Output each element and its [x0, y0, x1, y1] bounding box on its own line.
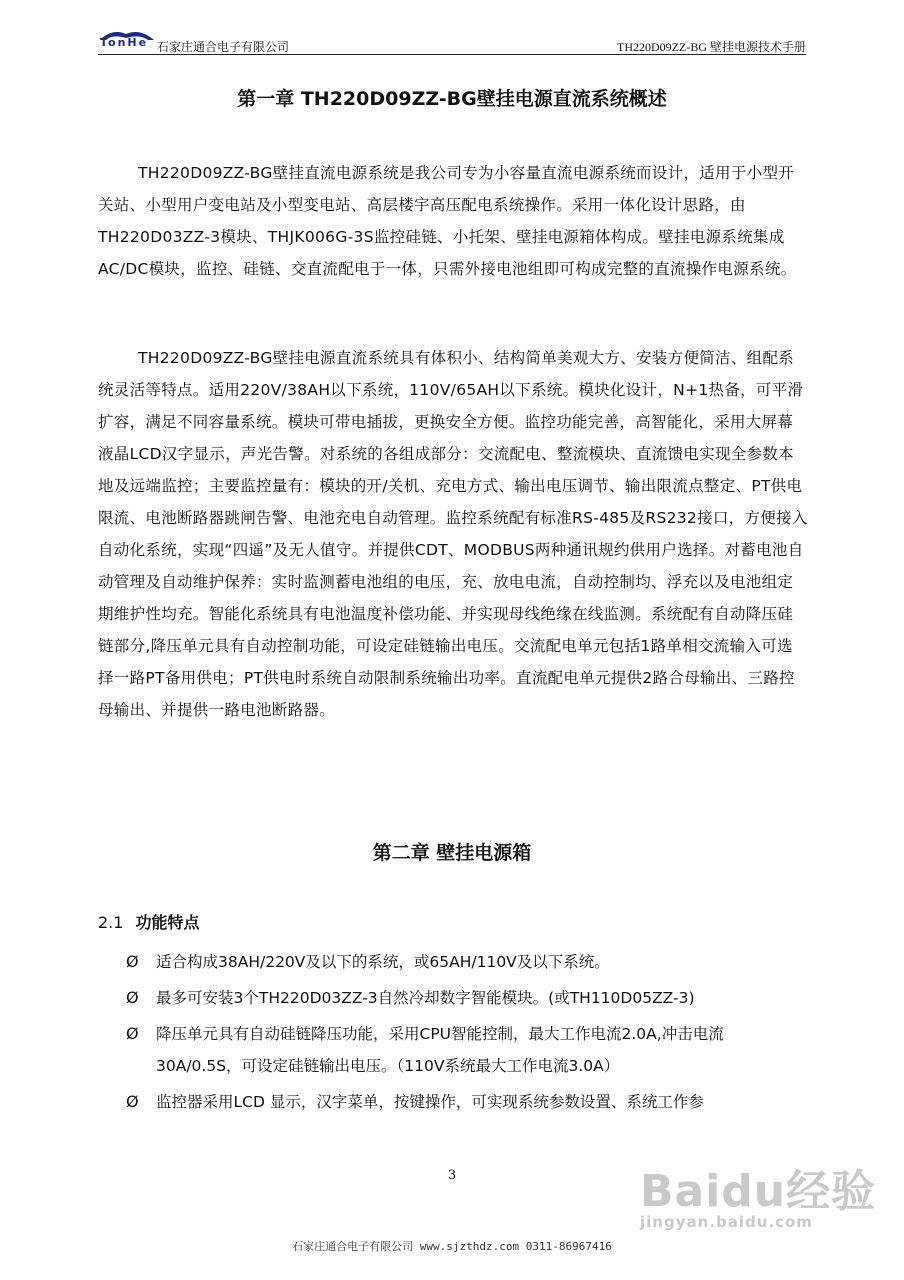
bullet-icon: Ø	[126, 988, 139, 1007]
list-item	[128, 982, 808, 1014]
header-manual-title: TH220D09ZZ-BG 壁挂电源技术手册	[617, 40, 806, 54]
list-item-text: 监控器采用LCD 显示，汉字菜单，按键操作，可实现系统参数设置、系统工作参	[156, 1093, 704, 1111]
list-item-text: 适合构成38AH/220V及以下的系统，或65AH/110V及以下系统。	[156, 953, 610, 971]
page-header	[98, 28, 806, 55]
list-item	[128, 1018, 808, 1082]
section-title: 功能特点	[135, 913, 200, 932]
page-footer: 石家庄通合电子有限公司 www.sjzthdz.com 0311-86967416	[292, 1240, 612, 1253]
chapter-2-title: 第二章 壁挂电源箱	[372, 842, 532, 864]
section-heading	[98, 910, 199, 933]
chapter-1-paragraph-2: TH220D09ZZ-BG壁挂电源直流系统具有体积小、结构简单美观大方、安装方便简洁、组配系统灵活等特点。适用220V/38AH以下系统，110V/65AH以下系统。模块化设计，N+1热备，可平滑扩容，满足不同容量系统。模块可带电插拔，更换安全方便。监控功能完善，高智能化，采用大屏幕液晶LCD汉字显示，声光告警。对系统的各组成部分：交流配电、整流模块、直流馈电实现全参数本地及远端监控；主要监控量有：模块的开/关机、充电方式、输出电压调节、输出限流点整定、PT供电限流、电池断路器跳闸告警、电池充电自动管理。监控系统配有标准RS-485及RS232接口，方便接入自动化系统，实现“四遥”及无人值守。并提供CDT、MODBUS两种通讯规约供用户选择。对蓄电池自动管理及自动维护保养：实时监测蓄电池组的电压，充、放电电流，自动控制均、浮充以及电池组定期维护性均充。智能化系统具有电池温度补偿功能、并实现母线绝缘在线监测。系统配有自动降压硅链部分,降压单元具有自动控制功能，可设定硅链输出电压。交流配电单元包括1路单相交流输入可选择一路PT备用供电；PT供电时系统自动限制系统输出功率。直流配电单元提供2路合母输出、三路控母输出、并提供一路电池断路器。	[98, 349, 808, 719]
list-item	[128, 1086, 808, 1118]
list-item-text: 降压单元具有自动硅链降压功能，采用CPU智能控制，最大工作电流2.0A,冲击电流30A/0.5S，可设定硅链输出电压。（110V系统最大工作电流3.0A）	[156, 1025, 724, 1075]
list-item-text: 最多可安装3个TH220D03ZZ-3自然冷却数字智能模块。(或TH110D05ZZ-3)	[156, 989, 695, 1007]
section-number: 2.1	[98, 913, 124, 932]
chapter-1-paragraph-1: TH220D09ZZ-BG壁挂直流电源系统是我公司专为小容量直流电源系统而设计，适用于小型开关站、小型用户变电站及小型变电站、高层楼宇高压配电系统操作。采用一体化设计思路，由TH220D03ZZ-3模块、THJK006G-3S监控硅链、小托架、壁挂电源箱体构成。壁挂电源系统集成AC/DC模块，监控、硅链、交直流配电于一体，只需外接电池组即可构成完整的直流操作电源系统。	[98, 164, 797, 278]
bullet-icon: Ø	[126, 1024, 139, 1043]
feature-list	[128, 946, 808, 1122]
bullet-icon: Ø	[126, 952, 139, 971]
bullet-icon: Ø	[126, 1092, 139, 1111]
chapter-1-title: 第一章 TH220D09ZZ-BG壁挂电源直流系统概述	[237, 88, 667, 110]
company-logo	[98, 28, 156, 52]
watermark-sub: jingyan.baidu.com	[640, 1213, 813, 1231]
watermark-main: Baidu经验	[640, 1166, 877, 1217]
logo-text: TonHe	[100, 36, 149, 49]
header-company-name: 石家庄通合电子有限公司	[157, 40, 290, 54]
list-item	[128, 946, 808, 978]
baidu-watermark	[640, 1145, 890, 1245]
page-number: 3	[447, 1168, 457, 1183]
